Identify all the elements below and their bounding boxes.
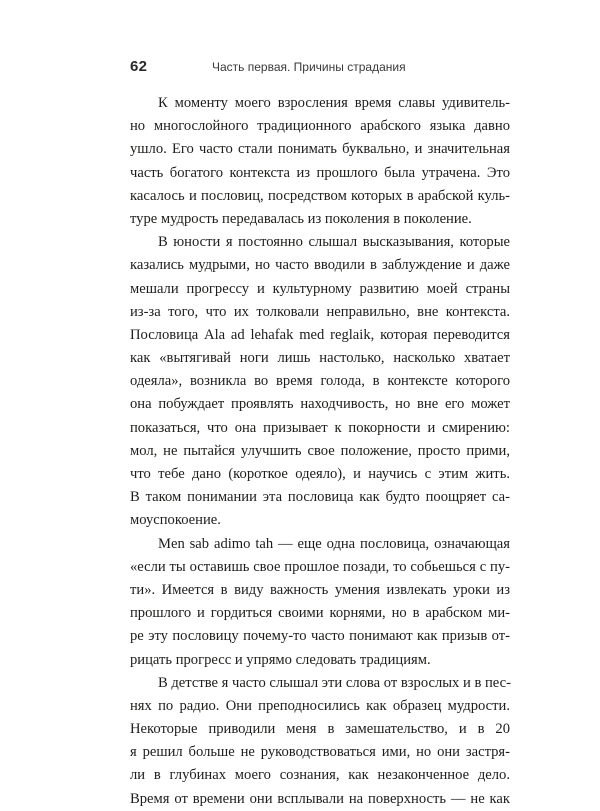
text-line: ушло. Его часто стали понимать буквально, и значительная bbox=[130, 141, 510, 158]
text-line: касалось и пословиц, посредством которых в арабской куль- bbox=[130, 187, 510, 204]
text-line: К моменту моего взросления время славы удивитель- bbox=[158, 95, 510, 111]
body-text bbox=[130, 92, 510, 811]
text-line: но многослойного традиционного арабского языка давно bbox=[130, 118, 510, 135]
text-line: ли в глубинах моего сознания, как незаконченное дело. bbox=[130, 767, 510, 784]
text-line: казались мудрыми, но часто вводили в заблуждение и даже bbox=[130, 257, 510, 274]
text-line: моуспокоение. bbox=[130, 512, 221, 529]
text-line: часть богатого контекста из прошлого была утрачена. Это bbox=[130, 164, 510, 181]
text-line: «если ты оставишь свое прошлое позади, то собьешься с пу- bbox=[130, 558, 510, 575]
running-head: Часть первая. Причины страдания bbox=[212, 60, 406, 74]
text-line: я решил больше не руководствоваться ими, но они застря- bbox=[130, 744, 510, 761]
text-line: мешали прогрессу и культурному развитию моей страны bbox=[130, 280, 510, 297]
text-line: что тебе дано (короткое одеяло), и научись с этим жить. bbox=[130, 466, 510, 482]
text-line: нях по радио. Они преподносились как образец мудрости. bbox=[130, 697, 510, 714]
text-line: Время от времени они всплывали на поверхность — не как bbox=[130, 790, 510, 807]
text-line: она побуждает проявлять находчивость, но вне его может bbox=[130, 396, 510, 413]
text-line: Пословица Ala ad lehafak med reglaik, которая переводится bbox=[130, 326, 510, 343]
text-line: одеяла», возникла во время голода, в контексте которого bbox=[130, 373, 510, 390]
text-line: Men sab adimo tah — еще одна пословица, означающая bbox=[158, 535, 510, 552]
text-line: Некоторые приводили меня в замешательство, и в 20 bbox=[130, 721, 510, 738]
page-number: 62 bbox=[130, 58, 148, 75]
text-line: В таком понимании эта пословица как будто поощряет са- bbox=[130, 489, 510, 506]
text-line: В детстве я часто слышал эти слова от взрослых и в пес- bbox=[158, 674, 511, 691]
text-line: показаться, что она призывает к покорности и смирению: bbox=[130, 419, 510, 436]
text-line: из-за того, что их толковали неправильно, вне контекста. bbox=[130, 303, 510, 320]
text-line: ре эту пословицу почему-то часто понимают как призыв от- bbox=[130, 628, 510, 645]
text-line: прошлого и гордиться своими корнями, но в арабском ми- bbox=[130, 605, 510, 622]
text-line: В юности я постоянно слышал высказывания, которые bbox=[158, 234, 510, 251]
text-line: туре мудрость передавалась из поколения в поколение. bbox=[130, 210, 472, 227]
page-header bbox=[130, 58, 510, 82]
text-line: ти». Имеется в виду важность умения извлекать уроки из bbox=[130, 581, 510, 598]
text-line: мол, не пытайся улучшить свое положение, просто прими, bbox=[130, 442, 510, 459]
text-line: как «вытягивай ноги лишь настолько, насколько хватает bbox=[130, 350, 510, 367]
text-line: рицать прогресс и упрямо следовать традициям. bbox=[130, 651, 431, 668]
